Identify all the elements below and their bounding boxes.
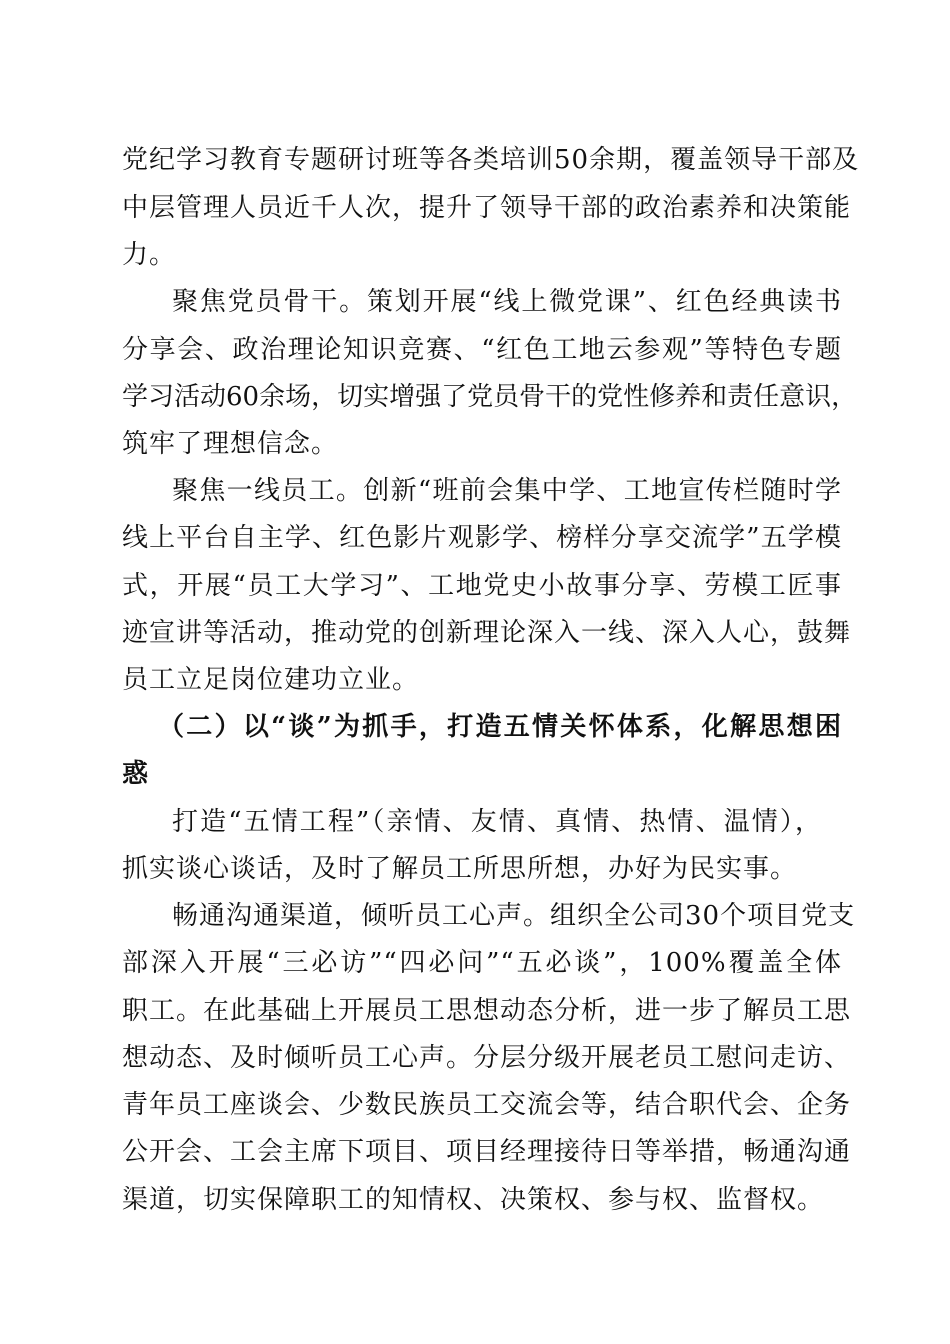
- paragraph-line: 力。: [122, 240, 177, 270]
- paragraph-line: 想动态、及时倾听员工心声。分层分级开展老员工慰问走访、: [122, 1043, 852, 1073]
- paragraph-line: 聚焦一线员工。创新“班前会集中学、工地宣传栏随时学: [172, 476, 842, 506]
- paragraph-line: 分享会、政治理论知识竞赛、“红色工地云参观”等特色专题: [122, 335, 842, 365]
- paragraph-line: 聚焦党员骨干。策划开展“线上微党课”、红色经典读书: [172, 287, 842, 317]
- paragraph-line: 中层管理人员近千人次，提升了领导干部的政治素养和决策能: [122, 193, 852, 223]
- paragraph-line: 党纪学习教育专题研讨班等各类培训50余期，覆盖领导干部及: [122, 145, 860, 175]
- paragraph-line: 筑牢了理想信念。: [122, 429, 339, 459]
- section-heading: 惑: [122, 759, 150, 789]
- paragraph-line: 学习活动60余场，切实增强了党员骨干的党性修养和责任意识，: [122, 382, 858, 412]
- paragraph-line: 公开会、工会主席下项目、项目经理接待日等举措，畅通沟通: [122, 1137, 852, 1167]
- paragraph-line: 抓实谈心谈话，及时了解员工所思所想，办好为民实事。: [122, 854, 798, 884]
- paragraph-line: 打造“五情工程”（亲情、友情、真情、热情、温情），: [172, 807, 822, 837]
- paragraph-line: 迹宣讲等活动，推动党的创新理论深入一线、深入人心，鼓舞: [122, 618, 852, 648]
- paragraph-line: 青年员工座谈会、少数民族员工交流会等，结合职代会、企务: [122, 1090, 852, 1120]
- paragraph-line: 线上平台自主学、红色影片观影学、榜样分享交流学”五学模: [122, 523, 842, 553]
- paragraph-line: 渠道，切实保障职工的知情权、决策权、参与权、监督权。: [122, 1185, 825, 1215]
- paragraph-line: 职工。在此基础上开展员工思想动态分析，进一步了解员工思: [122, 996, 852, 1026]
- section-heading: （二）以“谈”为抓手，打造五情关怀体系，化解思想困: [158, 712, 842, 742]
- paragraph-line: 员工立足岗位建功立业。: [122, 665, 420, 695]
- paragraph-line: 畅通沟通渠道，倾听员工心声。组织全公司30个项目党支: [172, 901, 856, 931]
- paragraph-line: 式，开展“员工大学习”、工地党史小故事分享、劳模工匠事: [122, 571, 842, 601]
- paragraph-line: 部深入开展“三必访”“四必问”“五必谈”，100%覆盖全体: [122, 948, 842, 978]
